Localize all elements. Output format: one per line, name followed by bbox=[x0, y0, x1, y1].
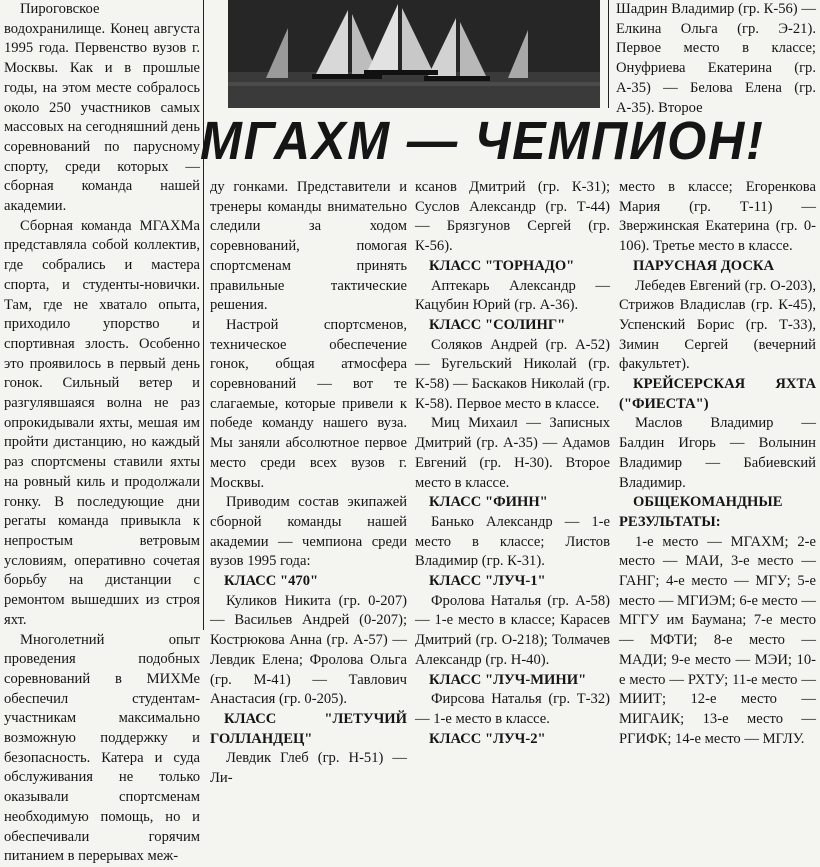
class-laser-mini-crew: Фирсова Наталья (гр. Т-32) — 1-е место в классе. bbox=[415, 691, 610, 727]
cruiser-yacht-crew: Маслов Владимир — Балдин Игорь — Волынин Владимир — Бабиевский Владимир. bbox=[619, 415, 816, 491]
sailing-photo bbox=[228, 0, 600, 108]
class-tornado-crew: Аптекарь Александр — Кацубин Юрий (гр. А-36). bbox=[415, 277, 610, 314]
class-finn-crew: Банько Александр — 1-е место в классе; Листов Владимир (гр. К-31). bbox=[415, 513, 610, 570]
col3-continuation: ксанов Дмитрий (гр. К-31); Суслов Александр (гр. Т-44) — Брязгунов Сергей (гр. К-56). bbox=[415, 179, 610, 255]
experience-paragraph: Многолетний опыт проведения подобных соревнований в МИХМе обеспечил студентам-участникам максимально возможную поддержку и безопасность. Катера и суда обслуживания не только оказывали спортсменам необходимую помощь, но и обеспечивали горячим питанием в перерывах меж- bbox=[4, 631, 200, 865]
windsurf-crew: Лебедев Евгений (гр. О-203), Стрижов Владислав (гр. К-45), Успенский Борис (гр. Т-33), Зимин Сергей (вечерний факультет). bbox=[619, 277, 816, 373]
col2-paragraph-3: Приводим состав экипажей сборной команды нашей академии — чемпиона среди вузов 1995 года: bbox=[210, 494, 407, 570]
class-laser-1-heading: КЛАСС "ЛУЧ-1" bbox=[429, 573, 546, 590]
class-flying-dutchman-crew: Левдик Глеб (гр. Н-51) — Ли- bbox=[210, 750, 407, 787]
team-paragraph: Сборная команда МГАХМа представляла собой коллектив, где собрались и мастера спорта, и студенты-новички. Там, где не хватало опыта, приходило упорство и спортивная злость. Особенно это проявилось в первый день гонок. Сильный ветер и разгулявшаяся волна не раз опрокидывали яхты, мешая им пройти дистанцию, но каждый раз спортсмены ставили яхты на ровный киль и продолжали гонку. В последующие дни регаты команда привыкла к непростым ветровым условиям, оперативно сочетая борьбу на дистанции с ремонтом вышедших из строя яхт. bbox=[4, 217, 200, 628]
class-flying-dutchman-heading: КЛАСС "ЛЕТУЧИЙ ГОЛЛАНДЕЦ" bbox=[210, 710, 407, 747]
windsurf-heading: ПАРУСНАЯ ДОСКА bbox=[633, 257, 774, 274]
column-1 bbox=[4, 0, 200, 867]
column-4 bbox=[619, 178, 816, 749]
photo-right-border bbox=[608, 0, 609, 108]
class-470-heading: КЛАСС "470" bbox=[224, 573, 319, 590]
column-3 bbox=[415, 178, 610, 749]
yachts-image bbox=[228, 0, 600, 108]
headline: МГАХМ — ЧЕМПИОН! bbox=[200, 111, 765, 171]
class-laser-1-crew: Фролова Наталья (гр. А-58) — 1-е место в классе; Карасев Дмитрий (гр. О-218); Толмачев Александр (гр. Н-40). bbox=[415, 592, 610, 668]
cruiser-yacht-heading: КРЕЙСЕРСКАЯ ЯХТА ("ФИЕСТА") bbox=[619, 376, 816, 412]
class-soling-crew-2: Миц Михаил — Записных Дмитрий (гр. А-35) — Адамов Евгений (гр. Н-30). Второе место в классе. bbox=[415, 415, 610, 491]
col4-top-text: Шадрин Владимир (гр. К-56) — Елкина Ольга (гр. Э-21). Первое место в классе; Онуфриева Екатерина (гр. А-35) — Белова Елена (гр. А-35). Второе bbox=[616, 1, 816, 116]
class-soling-heading: КЛАСС "СОЛИНГ" bbox=[429, 316, 566, 333]
col2-paragraph-2: Настрой спортсменов, техническое обеспечение гонок, общая атмосфера соревнований — вот те слагаемые, которые привели к победе команду нашего вуза. Мы заняли абсолютное первое место среди всех вузов г. Москвы. bbox=[210, 316, 407, 491]
column-4-top bbox=[616, 0, 816, 118]
class-tornado-heading: КЛАСС "ТОРНАДО" bbox=[429, 257, 575, 274]
class-laser-2-heading: КЛАСС "ЛУЧ-2" bbox=[429, 730, 546, 747]
col2-continuation: ду гонками. Представители и тренеры команды внимательно следили за ходом соревнований, помогая спортсменам принять правильные тактические решения. bbox=[210, 179, 407, 314]
col4-continuation: место в классе; Егоренкова Мария (гр. Т-11) — Звержинская Екатерина (гр. 0-106). Третье место в классе. bbox=[619, 179, 816, 255]
column-2 bbox=[210, 178, 407, 789]
class-470-crew: Куликов Никита (гр. 0-207) — Васильев Андрей (0-207); Кострюкова Анна (гр. А-57) — Левдик Елена; Фролова Ольга (гр. М-41) — Тавлович Анастасия (гр. 0-205). bbox=[210, 592, 407, 708]
team-results-heading: ОБЩЕКОМАНДНЫЕ РЕЗУЛЬТАТЫ: bbox=[619, 494, 783, 530]
column-divider bbox=[203, 0, 204, 630]
intro-paragraph: Пироговское водохранилище. Конец августа 1995 года. Первенство вузов г. Москвы. Как и в прошлые годы, на этом месте собралось около 250 участников самых массовых на сегодняшний день соревнований по парусному спорту, среди которых — сборная команда нашей академии. bbox=[4, 1, 200, 215]
team-results-list: 1-е место — МГАХМ; 2-е место — МАИ, 3-е место — ГАНГ; 4-е место — МГУ; 5-е место — МГИЭМ; 6-е место — МГГУ им Баумана; 7-е место — МФТИ; 8-е место — МАДИ; 9-е место — МЭИ; 10-е место — РХТУ; 11-е место — МИИТ; 12-е место — МИГАИК; 13-е место — РГИФК; 14-е место — МГЛУ. bbox=[619, 533, 816, 747]
class-finn-heading: КЛАСС "ФИНН" bbox=[429, 494, 548, 511]
class-soling-crew-1: Соляков Андрей (гр. А-52) — Бугельский Николай (гр. К-58) — Баскаков Николай (гр. К-58). Первое место в классе. bbox=[415, 336, 610, 412]
class-laser-mini-heading: КЛАСС "ЛУЧ-МИНИ" bbox=[429, 671, 587, 688]
